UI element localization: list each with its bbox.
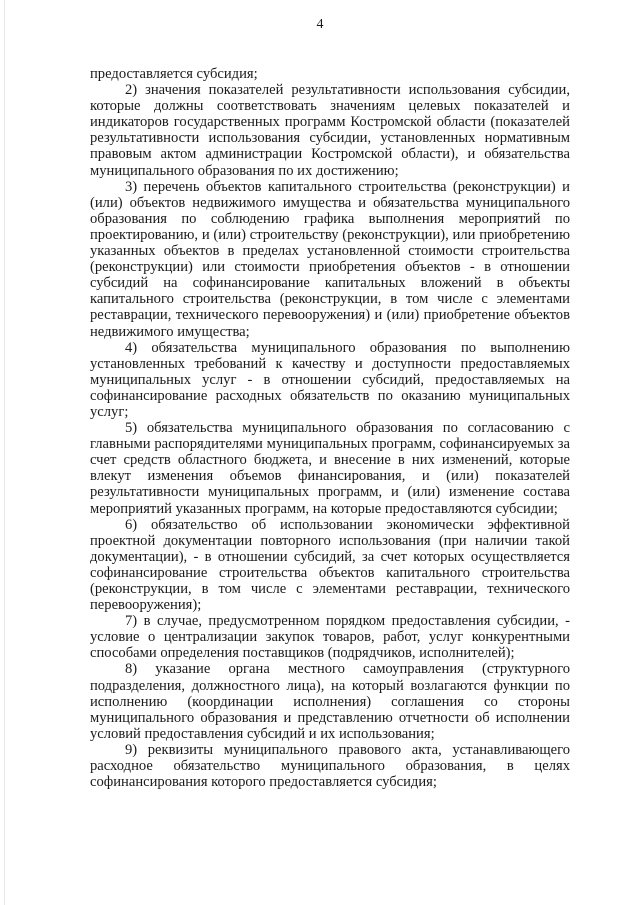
paragraph-item-8: 8) указание органа местного самоуправления (структурного подразделения, должностного лица), на который возлагаются функции по исполнению (координации исполнения) соглашения со стороны муниципального образования и представлению отчетности об исполнении условий предоставления субсидий и их использования; — [90, 661, 570, 742]
page-number: 4 — [316, 17, 324, 32]
paragraph-item-7: 7) в случае, предусмотренном порядком предоставления субсидии, - условие о централизации закупок товаров, работ, услуг конкурентными способами определения поставщиков (подрядчиков, исполнителей); — [90, 613, 570, 662]
paragraph-item-3: 3) перечень объектов капитального строительства (реконструкции) и (или) объектов недвижимого имущества и обязательства муниципального образования по соблюдению графика выполнения мероприятий по проектированию, и (или) строительству (реконструкции), или приобретению указанных объектов в пределах установленной стоимости строительства (реконструкции) или стоимости приобретения объектов - в отношении субсидий на софинансирование капитальных вложений в объекты капитального строительства (реконструкции, в том числе с элементами реставрации, технического перевооружения) и (или) приобретение объектов недвижимого имущества; — [90, 178, 570, 340]
paragraph-item-4: 4) обязательства муниципального образования по выполнению установленных требований к качеству и доступности предоставляемых муниципальных услуг - в отношении субсидий, предоставляемых на софинансирование расходных обязательств по оказанию муниципальных услуг; — [90, 339, 570, 420]
scan-edge-line — [4, 0, 5, 905]
paragraph-item-5: 5) обязательства муниципального образования по согласованию с главными распорядителями муниципальных программ, софинансируемых за счет средств областного бюджета, и внесение в них изменений, которые влекут изменения объемов финансирования, и (или) показателей результативности муниципальных программ, и (или) изменение состава мероприятий указанных программ, на которые предоставляются субсидии; — [90, 420, 570, 517]
document-body — [90, 66, 570, 790]
paragraph-continuation: предоставляется субсидия; — [90, 66, 258, 82]
paragraph-item-6: 6) обязательство об использовании экономически эффективной проектной документации повторного использования (при наличии такой документации), - в отношении субсидий, за счет которых осуществляется софинансирование строительства объектов капитального строительства (реконструкции, в том числе с элементами реставрации, технического перевооружения); — [90, 516, 570, 614]
paragraph-item-9: 9) реквизиты муниципального правового акта, устанавливающего расходное обязательство муниципального образования, в целях софинансирования которого предоставляется субсидия; — [90, 741, 570, 791]
paragraph-item-2: 2) значения показателей результативности использования субсидии, которые должны соответствовать значениям целевых показателей и индикаторов государственных программ Костромской области (показателей результативности использования субсидии, установленных нормативным правовым актом администрации Костромской области), и обязательства муниципального образования по их достижению; — [90, 82, 570, 179]
